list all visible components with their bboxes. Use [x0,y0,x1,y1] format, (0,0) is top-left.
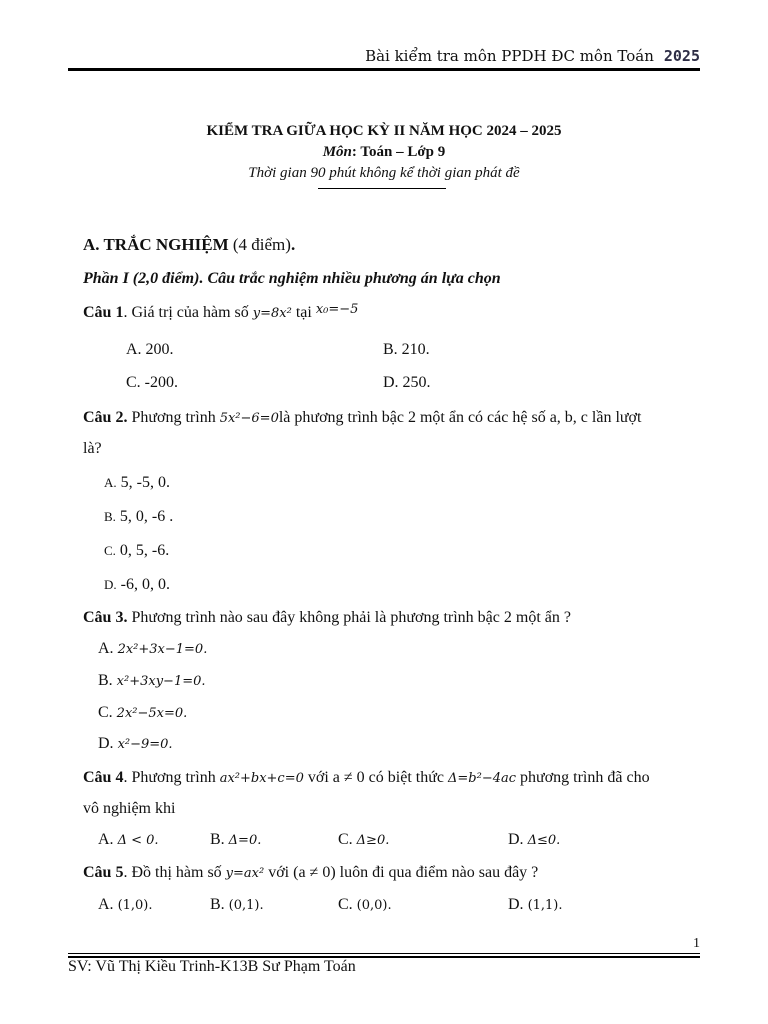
q2-text: Phương trình [131,409,216,426]
q4-text-d: vô nghiệm khi [83,800,176,817]
q2-option-b-text: 5, 0, -6 . [119,508,174,525]
q4-option-d [508,831,560,849]
q4-option-b [210,831,261,849]
q3-option-d-letter: D. [98,735,114,752]
q5-option-a-formula: (1,0). [117,898,153,913]
q5-formula: y=ax² [225,866,265,881]
footer-author: SV: Vũ Thị Kiều Trinh-K13B Sư Phạm Toán [68,958,356,975]
header-rule [68,68,700,71]
question-3 [83,609,571,627]
q2-option-d-text: -6, 0, 0. [120,576,170,593]
q2-option-a [104,474,170,492]
section-a-title: A. TRẮC NGHIỆM [83,235,229,254]
q3-label: Câu 3. [83,609,128,626]
section-a-points: (4 điểm) [232,235,291,254]
q2-option-d-letter: D. [104,577,117,592]
q5-label: Câu 5 [83,864,124,881]
q2-text-b: là phương trình bậc 2 một ẩn có các hệ số a, b, c lần lượt [278,409,642,426]
q5-option-b-letter: B. [210,896,225,913]
part1-heading: Phần I (2,0 điểm). Câu trắc nghiệm nhiều phương án lựa chọn [83,270,501,287]
q3-option-b-formula: x²+3xy−1=0. [116,674,206,689]
q4-text-c: phương trình đã cho [520,769,650,786]
q5-option-c-letter: C. [338,896,353,913]
section-a-heading [83,235,295,255]
q5-text-b: với (a ≠ 0) luôn đi qua điểm nào sau đây ? [268,864,539,881]
q4-option-d-letter: D. [508,831,524,848]
q1-text: . Giá trị của hàm số [123,304,249,321]
q1-text-b: tại [295,304,312,321]
q2-option-d [104,576,170,594]
q4-option-a [98,831,159,849]
title-rule [318,188,446,189]
q5-text: . Đồ thị hàm số [123,864,222,881]
q1-option-d: D. 250. [383,374,431,391]
q2-option-c-letter: C. [104,543,116,558]
q5-option-c-formula: (0,0). [356,898,392,913]
q1-option-a: A. 200. [126,341,174,358]
q3-option-b-letter: B. [98,672,113,689]
question-2 [83,409,641,427]
q4-label: Câu 4 [83,769,124,786]
page-number: 1 [693,936,700,951]
question-1 [83,304,358,322]
q5-option-c [338,896,392,914]
q5-option-a [98,896,153,914]
exam-subject [0,144,768,161]
exam-time: Thời gian 90 phút không kể thời gian phát đề [248,165,520,181]
q4-option-c [338,831,389,849]
q3-option-c [98,704,187,722]
q3-option-d [98,735,173,753]
q5-option-a-letter: A. [98,896,114,913]
q3-text: Phương trình nào sau đây không phải là phương trình bậc 2 một ẩn ? [131,609,571,626]
q5-option-b [210,896,264,914]
subject-value: : Toán – Lớp 9 [351,144,446,160]
q5-option-d-letter: D. [508,896,524,913]
q1-option-c: C. -200. [126,374,178,391]
q4-option-c-formula: Δ≥0. [356,833,390,848]
q4-formula-1: ax²+bx+c=0 [219,771,304,786]
q3-option-a [98,640,207,658]
q3-option-a-letter: A. [98,640,114,657]
q4-text: . Phương trình [123,769,216,786]
q2-option-c [104,542,169,560]
exam-title: KIỂM TRA GIỮA HỌC KỲ II NĂM HỌC 2024 – 2025 [206,123,562,139]
footer-rule-thin [68,953,700,954]
q4-option-c-letter: C. [338,831,353,848]
q2-text-c: là? [83,440,102,457]
question-4 [83,769,650,787]
q1-formula-2: x₀=−5 [315,302,359,317]
q5-option-b-formula: (0,1). [228,898,264,913]
q1-option-b: B. 210. [383,341,430,358]
q2-option-b [104,508,173,526]
header-title: Bài kiểm tra môn PPDH ĐC môn Toán [365,47,654,65]
q2-formula: 5x²−6=0 [219,411,279,426]
q2-label: Câu 2. [83,409,128,426]
q1-formula-1: y=8x² [252,306,292,321]
q4-text-b: với a ≠ 0 có biệt thức [307,769,444,786]
subject-label: Môn [322,144,352,160]
q4-option-a-formula: Δ < 0. [117,833,159,848]
header-year: 2025 [663,47,700,65]
q5-option-d [508,896,563,914]
q4-option-a-letter: A. [98,831,114,848]
q2-option-b-letter: B. [104,509,116,524]
page-header [365,47,700,65]
q2-option-c-text: 0, 5, -6. [119,542,170,559]
q4-option-b-formula: Δ=0. [228,833,262,848]
q3-option-c-letter: C. [98,704,113,721]
q4-formula-2: Δ=b²−4ac [448,771,517,786]
q4-option-d-formula: Δ≤0. [527,833,561,848]
section-a-dot: . [290,235,296,254]
q3-option-b [98,672,206,690]
q1-label: Câu 1 [83,304,124,321]
q4-option-b-letter: B. [210,831,225,848]
q3-option-d-formula: x²−9=0. [117,737,173,752]
q2-option-a-text: 5, -5, 0. [120,474,170,491]
q5-option-d-formula: (1,1). [527,898,563,913]
q2-option-a-letter: A. [104,475,117,490]
q3-option-c-formula: 2x²−5x=0. [116,706,188,721]
q3-option-a-formula: 2x²+3x−1=0. [117,642,208,657]
question-5 [83,864,538,882]
